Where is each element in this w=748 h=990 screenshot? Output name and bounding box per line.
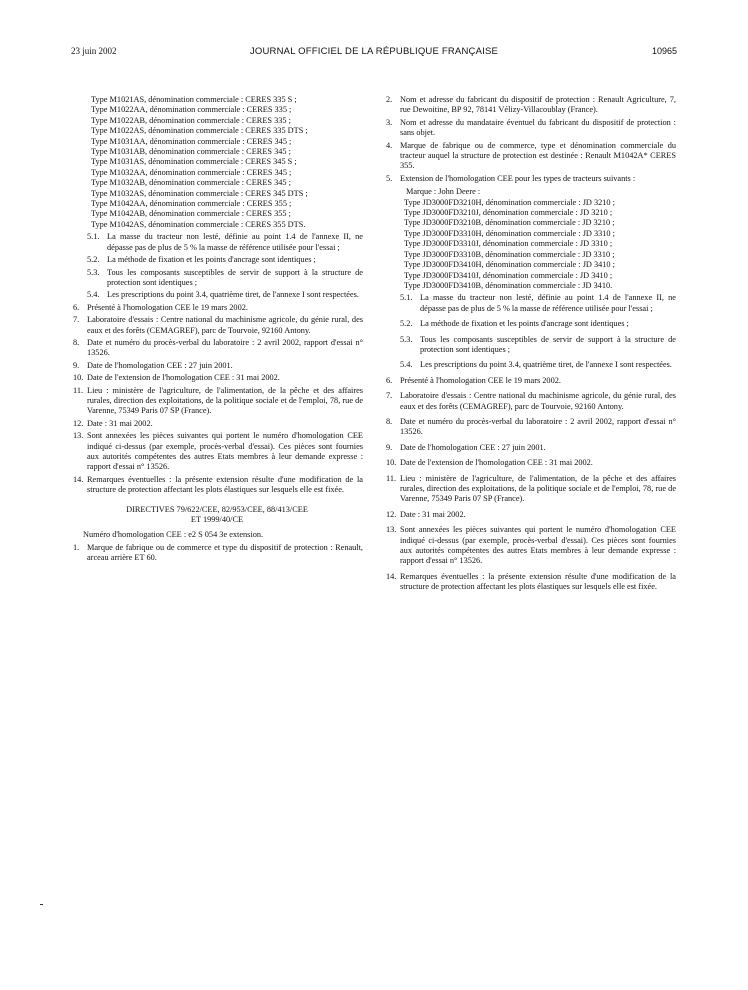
item-text: Remarques éventuelles : la présente extension résulte d'une modification de la structure de protection affectant les plots élastiques sur lesquels elle est fixée. <box>87 474 363 495</box>
item-text: Sont annexées les pièces suivantes qui portent le numéro d'homologation CEE indiqué ci-dessus (par exemple, procès-verbal d'essai). Ces pièces sont fournies aux autorités compétentes des autres Etats membres à leur demande expresse : rapport d'essai n° 13526. <box>400 525 676 566</box>
numbered-item <box>384 458 676 468</box>
tractor-type-line: Type JD3000FD3310B, dénomination commerciale : JD 3310 ; <box>404 249 615 259</box>
item-number: 8. <box>73 337 80 347</box>
item-text: Présenté à l'homologation CEE le 19 mars 2002. <box>400 375 561 385</box>
tractor-type-line: Type M1042AB, dénomination commerciale : CERES 355 ; <box>91 209 291 219</box>
item-text: Date et numéro du procès-verbal du laboratoire : 2 avril 2002, rapport d'essai n° 13526. <box>400 416 676 437</box>
item-text: Nom et adresse du fabricant du dispositif de protection : Renault Agriculture, 7, rue Dewoitine, BP 92, 78141 Vélizy-Villacoublay (France). <box>400 95 676 115</box>
numbered-item <box>384 141 676 172</box>
tractor-type-line: Type M1031AB, dénomination commerciale : CERES 345 ; <box>91 147 291 157</box>
numbered-item <box>384 118 676 139</box>
item-text: Date : 31 mai 2002. <box>400 509 466 519</box>
sub-item-number: 5.1. <box>87 232 100 242</box>
numbered-item <box>71 543 363 564</box>
homologation-number: Numéro d'homologation CEE : e2 S 054 3e extension. <box>83 530 264 540</box>
item-number: 10. <box>386 458 397 468</box>
numbered-item <box>384 443 676 453</box>
tractor-type-line: Type JD3000FD3410B, dénomination commerciale : JD 3410. <box>404 280 613 290</box>
numbered-item <box>384 376 676 386</box>
item-number: 12. <box>73 418 84 428</box>
page-header <box>71 46 677 60</box>
page-number: 10965 <box>651 46 677 56</box>
tractor-type-line: Type M1032AB, dénomination commerciale : CERES 345 ; <box>91 178 291 188</box>
tractor-type-line: Type JD3000FD3210B, dénomination commerciale : JD 3210 ; <box>404 218 615 228</box>
item-number: 1. <box>73 542 80 552</box>
tractor-type-line: Type M1022AB, dénomination commerciale : CERES 335 ; <box>91 115 291 125</box>
item-number: 12. <box>386 509 397 519</box>
tractor-type-line: Type JD3000FD3310J, dénomination commerciale : JD 3310 ; <box>404 239 613 249</box>
item-number: 14. <box>73 474 84 484</box>
item-number: 10. <box>73 373 84 383</box>
item-number: 2. <box>386 95 393 104</box>
numbered-item <box>384 417 676 438</box>
tractor-type-line: Type M1022AS, dénomination commerciale : CERES 335 DTS ; <box>91 126 308 136</box>
sub-item-text: Tous les composants susceptibles de servir de support à la structure de protection sont identiques ; <box>420 334 676 354</box>
tractor-type-line: Type M1021AS, dénomination commerciale : CERES 335 S ; <box>91 95 297 104</box>
item-number: 8. <box>386 416 393 426</box>
tractor-type-list <box>384 198 676 292</box>
tractor-type-line: Type M1031AA, dénomination commerciale : CERES 345 ; <box>91 136 292 146</box>
item-text: Extension de l'homologation CEE pour les types de tracteurs suivants : <box>400 173 636 183</box>
item-text: Date et numéro du procès-verbal du laboratoire : 2 avril 2002, rapport d'essai n° 13526. <box>87 337 363 358</box>
sub-item-number: 5.2. <box>87 255 100 265</box>
numbered-item <box>71 361 363 371</box>
tractor-type-list <box>71 95 363 230</box>
item-number: 13. <box>386 525 397 535</box>
numbered-item <box>384 572 676 593</box>
item-number: 11. <box>386 473 397 483</box>
tractor-type-line: Type JD3000FD3210H, dénomination commerciale : JD 3210 ; <box>404 197 615 207</box>
item-number: 6. <box>386 375 393 385</box>
directives-heading-line2: ET 1999/40/CE <box>190 515 244 525</box>
numbered-item <box>71 431 363 473</box>
item-text: Sont annexées les pièces suivantes qui portent le numéro d'homologation CEE indiqué ci-dessus (par exemple, procès-verbal d'essai). Ces pièces sont fournies aux autorités compétentes des autres Etats membres à leur demande expresse : rapport d'essai n° 13526. <box>87 431 363 472</box>
sub-item <box>71 268 363 289</box>
header-date: 23 juin 2002 <box>71 46 117 56</box>
sub-item-number: 5.3. <box>400 334 413 344</box>
tractor-type-line: Type JD3000FD3410J, dénomination commerciale : JD 3410 ; <box>404 270 613 280</box>
numbered-item <box>71 338 363 359</box>
sub-item-number: 5.4. <box>400 360 413 370</box>
item-number: 5. <box>386 173 393 183</box>
item-number: 9. <box>73 360 80 370</box>
sub-item-text: La méthode de fixation et les points d'ancrage sont identiques ; <box>107 255 316 265</box>
tractor-type-line: Type M1042AA, dénomination commerciale : CERES 355 ; <box>91 199 292 209</box>
sub-item <box>384 335 676 356</box>
sub-item <box>71 255 363 265</box>
item-number: 14. <box>386 571 397 581</box>
item-text: Lieu : ministère de l'agriculture, de l'alimentation, de la pêche et des affaires rurales, direction des exploitations, de la politique sociale et de l'emploi, 78, rue de Varenne, 75349 Paris 07 SP (France). <box>400 473 676 504</box>
numbered-item <box>71 475 363 496</box>
sub-item-text: La masse du tracteur non lesté, définie au point 1.4 de l'annexe II, ne dépasse pas de plus de 5 % la masse de référence utilisée pour l'essai ; <box>107 232 363 252</box>
left-column <box>71 95 363 564</box>
numbered-item <box>71 386 363 417</box>
sub-item-number: 5.4. <box>87 290 100 300</box>
item-number: 4. <box>386 140 393 150</box>
numbered-item <box>384 510 676 520</box>
tractor-type-line: Type JD3000FD3410H, dénomination commerciale : JD 3410 ; <box>404 260 615 270</box>
item-number: 13. <box>73 431 84 441</box>
numbered-item <box>384 95 676 116</box>
numbered-item <box>71 419 363 429</box>
item-text: Date de l'homologation CEE : 27 juin 2001. <box>87 360 233 370</box>
numbered-item <box>384 391 676 412</box>
item-text: Remarques éventuelles : la présente extension résulte d'une modification de la structure de protection affectant les plots élastiques sur lesquels elle est fixée. <box>400 571 676 592</box>
sub-item-text: La masse du tracteur non lesté, définie au point 1.4 de l'annexe II, ne dépasse pas de plus de 5 % la masse de référence utilisée pour l'essai ; <box>420 293 676 313</box>
item-text: Nom et adresse du mandataire éventuel du fabricant du dispositif de protection : sans objet. <box>400 117 676 138</box>
tractor-type-line: Type JD3000FD3210J, dénomination commerciale : JD 3210 ; <box>404 208 613 218</box>
sub-item <box>384 293 676 314</box>
brand-line: Marque : John Deere : <box>406 187 481 197</box>
item-text: Laboratoire d'essais : Centre national du machinisme agricole, du génie rural, des eaux et des forêts (CEMAGREF), parc de Tourvoie, 92160 Antony. <box>87 315 363 335</box>
sub-item-text: Tous les composants susceptibles de servir de support à la structure de protection sont identiques ; <box>107 267 363 287</box>
item-number: 9. <box>386 442 393 452</box>
item-text: Date de l'homologation CEE : 27 juin 2001. <box>400 442 546 452</box>
tractor-type-line: Type JD3000FD3310H, dénomination commerciale : JD 3310 ; <box>404 228 615 238</box>
sub-item-text: La méthode de fixation et les points d'ancrage sont identiques ; <box>420 319 629 329</box>
sub-item <box>71 232 363 253</box>
sub-item <box>71 290 363 300</box>
numbered-item <box>384 174 676 184</box>
sub-item-number: 5.3. <box>87 267 100 277</box>
numbered-item <box>384 525 676 567</box>
tractor-type-line: Type M1032AA, dénomination commerciale : CERES 345 ; <box>91 167 292 177</box>
item-number: 3. <box>386 117 393 127</box>
tractor-type-line: Type M1022AA, dénomination commerciale : CERES 335 ; <box>91 105 292 115</box>
sub-item-text: Les prescriptions du point 3.4, quatrième tiret, de l'annexe I sont respectées. <box>420 360 672 370</box>
item-text: Date de l'extension de l'homologation CEE : 31 mai 2002. <box>400 458 593 468</box>
sub-item-number: 5.2. <box>400 319 413 329</box>
numbered-item <box>71 373 363 383</box>
item-number: 11. <box>73 385 84 395</box>
numbered-item <box>384 474 676 505</box>
item-number: 6. <box>73 302 80 312</box>
item-number: 7. <box>73 315 80 325</box>
item-text: Date : 31 mai 2002. <box>87 418 153 428</box>
item-number: 7. <box>386 391 393 401</box>
right-column <box>384 95 676 593</box>
item-text: Date de l'extension de l'homologation CEE : 31 mai 2002. <box>87 373 280 383</box>
directives-heading-line1: DIRECTIVES 79/622/CEE, 82/953/CEE, 88/413/CEE <box>126 504 308 514</box>
tractor-type-line: Type M1042AS, dénomination commerciale : CERES 355 DTS. <box>91 219 306 229</box>
sub-item-number: 5.1. <box>400 293 413 303</box>
sub-item <box>384 319 676 329</box>
numbered-item <box>71 315 363 336</box>
numbered-item <box>71 303 363 313</box>
scan-speck <box>40 904 43 905</box>
item-text: Présenté à l'homologation CEE le 19 mars 2002. <box>87 302 248 312</box>
item-text: Marque de fabrique ou de commerce, type et dénomination commerciale du tracteur auquel la structure de protection est destinée : Renault M1042A* CERES 355. <box>400 140 676 171</box>
tractor-type-line: Type M1031AS, dénomination commerciale : CERES 345 S ; <box>91 157 297 167</box>
tractor-type-line: Type M1032AS, dénomination commerciale : CERES 345 DTS ; <box>91 188 308 198</box>
journal-title: JOURNAL OFFICIEL DE LA RÉPUBLIQUE FRANÇAISE <box>249 46 499 57</box>
item-text: Lieu : ministère de l'agriculture, de l'alimentation, de la pêche et des affaires rurales, direction des exploitations, de la politique sociale et de l'emploi, 78, rue de Varenne, 75349 Paris 07 SP (France). <box>87 385 363 416</box>
sub-item <box>384 360 676 370</box>
item-text: Marque de fabrique ou de commerce et type du dispositif de protection : Renault, arceau arrière ET 60. <box>87 542 363 563</box>
sub-item-text: Les prescriptions du point 3.4, quatrième tiret, de l'annexe I sont respectées. <box>107 290 359 300</box>
item-text: Laboratoire d'essais : Centre national du machinisme agricole, du génie rural, des eaux et des forêts (CEMAGREF), parc de Tourvoie, 92160 Antony. <box>400 391 676 411</box>
